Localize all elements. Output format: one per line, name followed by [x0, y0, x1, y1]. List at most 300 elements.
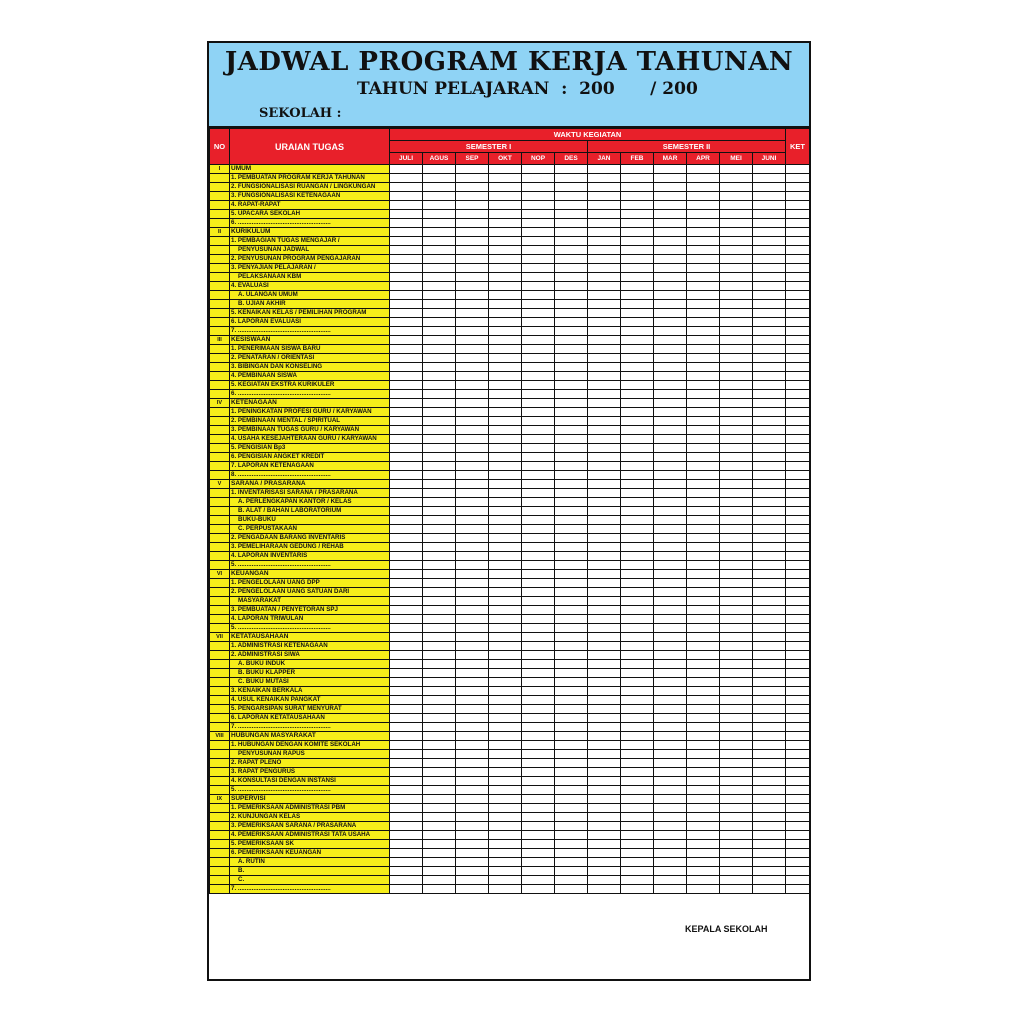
ket-cell — [786, 354, 810, 363]
schedule-cell — [588, 174, 621, 183]
task-description: 5. ...................................................... — [230, 624, 390, 633]
schedule-cell — [687, 525, 720, 534]
schedule-cell — [588, 282, 621, 291]
schedule-cell — [555, 831, 588, 840]
schedule-cell — [588, 210, 621, 219]
task-description: 2. PENGADAAN BARANG INVENTARIS — [230, 534, 390, 543]
schedule-cell — [621, 309, 654, 318]
schedule-cell — [654, 354, 687, 363]
table-row — [210, 876, 810, 885]
schedule-cell — [456, 273, 489, 282]
schedule-cell — [555, 624, 588, 633]
schedule-cell — [687, 336, 720, 345]
schedule-cell — [687, 408, 720, 417]
schedule-cell — [555, 768, 588, 777]
schedule-cell — [489, 597, 522, 606]
schedule-cell — [489, 417, 522, 426]
schedule-cell — [621, 570, 654, 579]
schedule-cell — [654, 264, 687, 273]
schedule-cell — [687, 687, 720, 696]
schedule-cell — [489, 768, 522, 777]
schedule-cell — [522, 768, 555, 777]
schedule-cell — [489, 633, 522, 642]
schedule-cell — [654, 228, 687, 237]
schedule-cell — [423, 309, 456, 318]
task-description: 4. USAHA KESEJAHTERAAN GURU / KARYAWAN — [230, 435, 390, 444]
schedule-cell — [456, 237, 489, 246]
schedule-cell — [588, 480, 621, 489]
schedule-cell — [489, 192, 522, 201]
schedule-cell — [687, 291, 720, 300]
schedule-cell — [621, 606, 654, 615]
schedule-cell — [753, 858, 786, 867]
task-description: C. PERPUSTAKAAN — [230, 525, 390, 534]
schedule-cell — [588, 840, 621, 849]
academic-year-subtitle: TAHUN PELAJARAN : 200 / 200 — [357, 79, 698, 99]
schedule-cell — [522, 192, 555, 201]
schedule-cell — [621, 201, 654, 210]
schedule-cell — [687, 858, 720, 867]
schedule-cell — [687, 507, 720, 516]
section-title: KURIKULUM — [230, 228, 390, 237]
schedule-cell — [720, 858, 753, 867]
table-row — [210, 660, 810, 669]
schedule-cell — [390, 831, 423, 840]
schedule-cell — [687, 777, 720, 786]
schedule-cell — [423, 318, 456, 327]
schedule-cell — [588, 273, 621, 282]
schedule-cell — [687, 183, 720, 192]
schedule-cell — [753, 741, 786, 750]
schedule-cell — [753, 516, 786, 525]
schedule-cell — [423, 489, 456, 498]
task-description: A. PERLENGKAPAN KANTOR / KELAS — [230, 498, 390, 507]
month-header: JUNI — [753, 153, 786, 165]
schedule-cell — [720, 318, 753, 327]
schedule-cell — [555, 723, 588, 732]
schedule-cell — [753, 831, 786, 840]
schedule-cell — [555, 246, 588, 255]
schedule-cell — [588, 291, 621, 300]
schedule-cell — [588, 192, 621, 201]
schedule-cell — [720, 228, 753, 237]
schedule-cell — [423, 210, 456, 219]
schedule-cell — [555, 516, 588, 525]
table-row — [210, 435, 810, 444]
schedule-cell — [522, 885, 555, 894]
schedule-cell — [654, 246, 687, 255]
schedule-cell — [489, 453, 522, 462]
task-description: 6. ...................................................... — [230, 390, 390, 399]
schedule-cell — [654, 435, 687, 444]
schedule-cell — [621, 651, 654, 660]
schedule-cell — [555, 264, 588, 273]
schedule-cell — [753, 885, 786, 894]
schedule-cell — [588, 579, 621, 588]
schedule-cell — [489, 165, 522, 174]
schedule-cell — [522, 795, 555, 804]
schedule-cell — [588, 345, 621, 354]
schedule-cell — [687, 489, 720, 498]
schedule-cell — [390, 192, 423, 201]
row-number — [210, 219, 230, 228]
schedule-cell — [555, 750, 588, 759]
schedule-cell — [489, 372, 522, 381]
schedule-cell — [753, 453, 786, 462]
schedule-cell — [654, 633, 687, 642]
schedule-cell — [456, 417, 489, 426]
schedule-cell — [555, 210, 588, 219]
schedule-cell — [720, 471, 753, 480]
table-row — [210, 705, 810, 714]
schedule-cell — [555, 372, 588, 381]
table-row — [210, 273, 810, 282]
schedule-cell — [753, 489, 786, 498]
task-description: 1. ADMINISTRASI KETENAGAAN — [230, 642, 390, 651]
schedule-cell — [489, 174, 522, 183]
ket-cell — [786, 867, 810, 876]
schedule-cell — [753, 345, 786, 354]
schedule-cell — [522, 462, 555, 471]
schedule-cell — [753, 759, 786, 768]
schedule-cell — [687, 759, 720, 768]
schedule-cell — [423, 588, 456, 597]
schedule-cell — [522, 426, 555, 435]
schedule-cell — [489, 489, 522, 498]
schedule-cell — [654, 552, 687, 561]
schedule-cell — [489, 642, 522, 651]
schedule-cell — [753, 480, 786, 489]
schedule-cell — [555, 543, 588, 552]
schedule-cell — [720, 750, 753, 759]
schedule-cell — [753, 588, 786, 597]
schedule-cell — [720, 804, 753, 813]
schedule-cell — [423, 372, 456, 381]
schedule-cell — [654, 858, 687, 867]
schedule-cell — [720, 723, 753, 732]
schedule-cell — [720, 696, 753, 705]
row-number — [210, 885, 230, 894]
schedule-cell — [753, 570, 786, 579]
schedule-cell — [687, 516, 720, 525]
schedule-cell — [423, 264, 456, 273]
schedule-cell — [390, 327, 423, 336]
table-row — [210, 579, 810, 588]
schedule-cell — [489, 516, 522, 525]
schedule-cell — [390, 507, 423, 516]
schedule-cell — [522, 408, 555, 417]
section-row — [210, 336, 810, 345]
schedule-cell — [654, 408, 687, 417]
row-number — [210, 192, 230, 201]
ket-cell — [786, 678, 810, 687]
ket-cell — [786, 273, 810, 282]
schedule-cell — [720, 885, 753, 894]
row-number — [210, 210, 230, 219]
schedule-cell — [753, 579, 786, 588]
ket-cell — [786, 561, 810, 570]
schedule-cell — [456, 507, 489, 516]
table-row — [210, 426, 810, 435]
schedule-cell — [753, 300, 786, 309]
ket-cell — [786, 444, 810, 453]
schedule-cell — [555, 678, 588, 687]
row-number — [210, 552, 230, 561]
schedule-cell — [720, 714, 753, 723]
schedule-cell — [522, 822, 555, 831]
table-row — [210, 867, 810, 876]
schedule-cell — [753, 372, 786, 381]
ket-cell — [786, 597, 810, 606]
table-row — [210, 516, 810, 525]
schedule-cell — [456, 642, 489, 651]
schedule-cell — [588, 822, 621, 831]
schedule-cell — [687, 570, 720, 579]
schedule-cell — [555, 696, 588, 705]
schedule-cell — [621, 543, 654, 552]
task-description: PELAKSANAAN KBM — [230, 273, 390, 282]
schedule-cell — [687, 606, 720, 615]
schedule-cell — [720, 201, 753, 210]
table-row — [210, 885, 810, 894]
schedule-cell — [489, 381, 522, 390]
schedule-cell — [588, 372, 621, 381]
schedule-cell — [423, 381, 456, 390]
schedule-cell — [522, 327, 555, 336]
table-row — [210, 381, 810, 390]
ket-cell — [786, 750, 810, 759]
schedule-cell — [489, 345, 522, 354]
schedule-cell — [456, 165, 489, 174]
schedule-cell — [753, 543, 786, 552]
schedule-cell — [588, 876, 621, 885]
page-title: JADWAL PROGRAM KERJA TAHUNAN — [224, 47, 794, 77]
schedule-cell — [588, 426, 621, 435]
schedule-cell — [621, 741, 654, 750]
schedule-cell — [720, 489, 753, 498]
schedule-cell — [753, 192, 786, 201]
schedule-cell — [423, 867, 456, 876]
row-number — [210, 579, 230, 588]
schedule-cell — [555, 687, 588, 696]
schedule-cell — [456, 849, 489, 858]
schedule-cell — [588, 750, 621, 759]
schedule-cell — [390, 408, 423, 417]
schedule-cell — [555, 822, 588, 831]
row-number — [210, 615, 230, 624]
ket-cell — [786, 255, 810, 264]
schedule-cell — [588, 264, 621, 273]
schedule-cell — [555, 309, 588, 318]
table-row — [210, 219, 810, 228]
schedule-cell — [753, 318, 786, 327]
table-row — [210, 318, 810, 327]
schedule-cell — [489, 570, 522, 579]
schedule-cell — [654, 822, 687, 831]
schedule-cell — [489, 336, 522, 345]
schedule-cell — [753, 462, 786, 471]
schedule-cell — [753, 282, 786, 291]
schedule-cell — [654, 291, 687, 300]
schedule-cell — [456, 786, 489, 795]
schedule-cell — [555, 165, 588, 174]
header-task: URAIAN TUGAS — [230, 129, 390, 165]
schedule-cell — [720, 453, 753, 462]
schedule-cell — [654, 273, 687, 282]
section-title: SUPERVISI — [230, 795, 390, 804]
schedule-cell — [720, 237, 753, 246]
task-description: 2. PEMBINAAN MENTAL / SPIRITUAL — [230, 417, 390, 426]
schedule-cell — [720, 867, 753, 876]
schedule-cell — [588, 228, 621, 237]
task-description: 6. ...................................................... — [230, 219, 390, 228]
schedule-cell — [654, 687, 687, 696]
schedule-body — [210, 165, 810, 894]
schedule-cell — [654, 723, 687, 732]
schedule-cell — [522, 723, 555, 732]
row-number — [210, 768, 230, 777]
schedule-cell — [687, 885, 720, 894]
schedule-cell — [588, 858, 621, 867]
schedule-cell — [654, 399, 687, 408]
schedule-cell — [423, 174, 456, 183]
header-waktu-kegiatan: WAKTU KEGIATAN — [390, 129, 786, 141]
schedule-cell — [456, 255, 489, 264]
schedule-cell — [555, 786, 588, 795]
schedule-cell — [588, 462, 621, 471]
schedule-cell — [456, 219, 489, 228]
schedule-cell — [588, 651, 621, 660]
schedule-cell — [423, 777, 456, 786]
schedule-cell — [687, 255, 720, 264]
schedule-cell — [654, 372, 687, 381]
schedule-cell — [555, 714, 588, 723]
schedule-cell — [654, 363, 687, 372]
schedule-cell — [753, 642, 786, 651]
schedule-cell — [456, 669, 489, 678]
task-description: B. — [230, 867, 390, 876]
row-number — [210, 741, 230, 750]
schedule-cell — [423, 579, 456, 588]
schedule-cell — [522, 561, 555, 570]
schedule-cell — [456, 678, 489, 687]
ket-cell — [786, 381, 810, 390]
schedule-cell — [522, 786, 555, 795]
ket-cell — [786, 543, 810, 552]
schedule-cell — [621, 255, 654, 264]
row-number — [210, 237, 230, 246]
schedule-cell — [654, 768, 687, 777]
schedule-cell — [621, 336, 654, 345]
schedule-cell — [753, 651, 786, 660]
row-number — [210, 444, 230, 453]
schedule-cell — [555, 606, 588, 615]
schedule-cell — [588, 597, 621, 606]
schedule-cell — [423, 822, 456, 831]
header-ket: KET — [786, 129, 810, 165]
ket-cell — [786, 606, 810, 615]
row-number — [210, 651, 230, 660]
schedule-cell — [720, 831, 753, 840]
schedule-cell — [720, 588, 753, 597]
schedule-cell — [654, 651, 687, 660]
schedule-cell — [555, 507, 588, 516]
schedule-cell — [720, 651, 753, 660]
schedule-cell — [423, 804, 456, 813]
schedule-cell — [654, 390, 687, 399]
schedule-cell — [753, 336, 786, 345]
month-header: AGUS — [423, 153, 456, 165]
schedule-cell — [456, 759, 489, 768]
schedule-cell — [555, 426, 588, 435]
schedule-cell — [522, 597, 555, 606]
schedule-cell — [621, 669, 654, 678]
schedule-cell — [456, 633, 489, 642]
schedule-cell — [390, 759, 423, 768]
schedule-cell — [522, 489, 555, 498]
schedule-cell — [555, 453, 588, 462]
schedule-cell — [423, 876, 456, 885]
schedule-cell — [753, 867, 786, 876]
schedule-cell — [423, 426, 456, 435]
schedule-cell — [423, 462, 456, 471]
schedule-cell — [687, 678, 720, 687]
schedule-cell — [621, 840, 654, 849]
row-number — [210, 390, 230, 399]
schedule-cell — [720, 768, 753, 777]
schedule-cell — [720, 354, 753, 363]
ket-cell — [786, 714, 810, 723]
schedule-cell — [720, 561, 753, 570]
task-description: 3. FUNGSIONALISASI KETENAGAAN — [230, 192, 390, 201]
ket-cell — [786, 399, 810, 408]
table-row — [210, 282, 810, 291]
row-number — [210, 597, 230, 606]
schedule-cell — [621, 489, 654, 498]
schedule-cell — [687, 849, 720, 858]
schedule-cell — [654, 759, 687, 768]
schedule-cell — [654, 426, 687, 435]
schedule-cell — [753, 183, 786, 192]
schedule-cell — [753, 732, 786, 741]
schedule-cell — [555, 408, 588, 417]
schedule-cell — [555, 597, 588, 606]
task-description: 4. EVALUASI — [230, 282, 390, 291]
task-description: A. BUKU INDUK — [230, 660, 390, 669]
schedule-cell — [522, 849, 555, 858]
schedule-cell — [423, 831, 456, 840]
schedule-cell — [522, 660, 555, 669]
schedule-cell — [423, 840, 456, 849]
ket-cell — [786, 372, 810, 381]
schedule-cell — [753, 705, 786, 714]
schedule-cell — [720, 408, 753, 417]
ket-cell — [786, 534, 810, 543]
schedule-cell — [588, 804, 621, 813]
schedule-cell — [522, 210, 555, 219]
schedule-cell — [522, 777, 555, 786]
task-description: 3. PEMBUATAN / PENYETORAN SPJ — [230, 606, 390, 615]
schedule-cell — [390, 570, 423, 579]
schedule-cell — [720, 642, 753, 651]
schedule-cell — [720, 786, 753, 795]
schedule-cell — [522, 570, 555, 579]
table-row — [210, 354, 810, 363]
ket-cell — [786, 615, 810, 624]
schedule-cell — [456, 408, 489, 417]
schedule-cell — [390, 813, 423, 822]
schedule-cell — [621, 750, 654, 759]
